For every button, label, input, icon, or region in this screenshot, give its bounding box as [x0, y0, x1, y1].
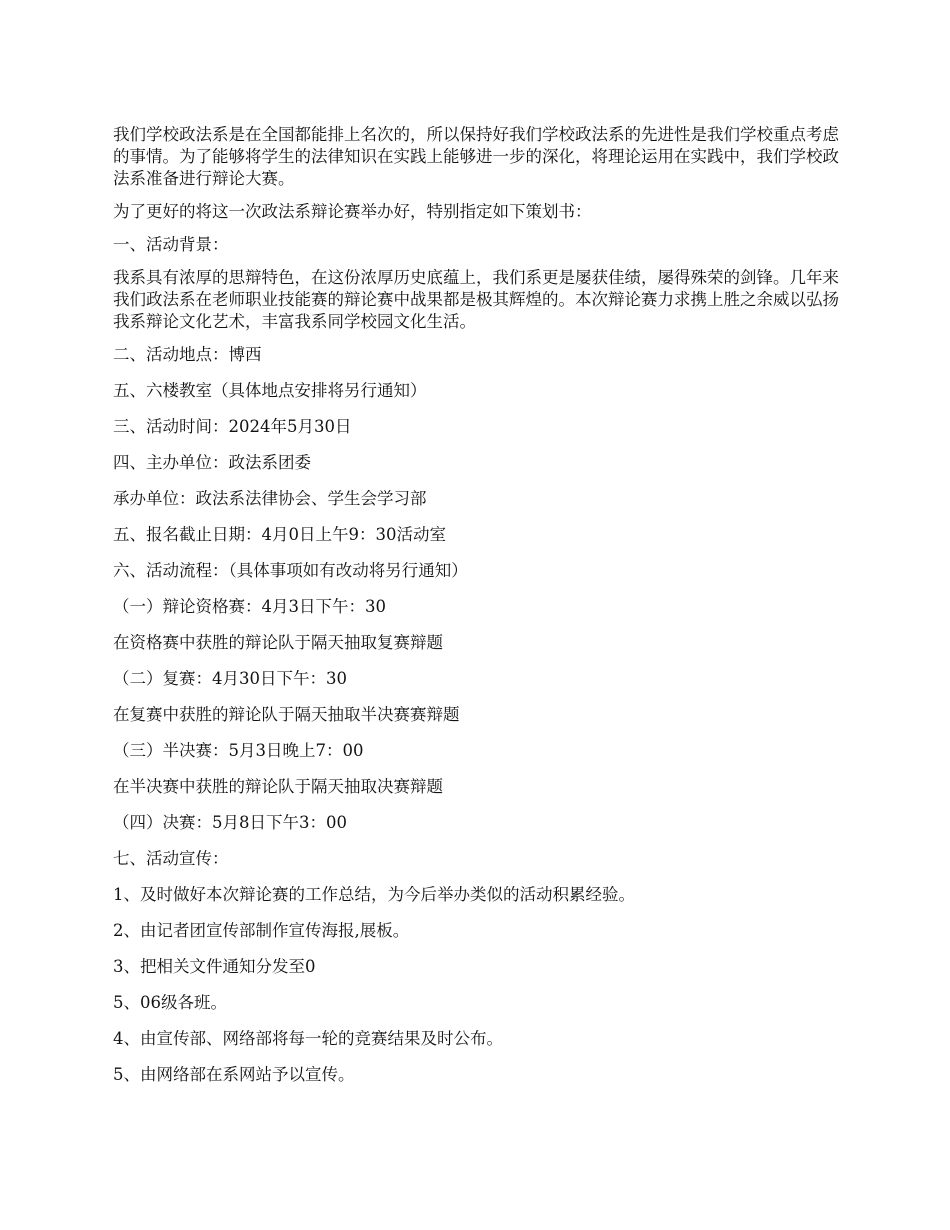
time-line: 三、活动时间：2024年5月30日: [113, 417, 352, 436]
final-line: （四）决赛：5月8日下午3：00: [113, 813, 347, 832]
promotion-item-4: 4、由宣传部、网络部将每一轮的竞赛结果及时公布。: [113, 1029, 503, 1048]
deadline-line: 五、报名截止日期：4月0日上午9：30活动室: [113, 525, 446, 544]
organizer-line: 四、主办单位：政法系团委: [113, 453, 311, 472]
qualifier-line: （一）辩论资格赛：4月3日下午：30: [113, 597, 386, 616]
planning-statement: 为了更好的将这一次政法系辩论赛举办好，特别指定如下策划书：: [113, 202, 592, 221]
promotion-item-1: 1、及时做好本次辩论赛的工作总结，为今后举办类似的活动积累经验。: [113, 885, 635, 904]
second-round-line: （二）复赛：4月30日下午：30: [113, 669, 347, 688]
promotion-heading: 七、活动宣传：: [113, 849, 229, 868]
background-paragraph: 我系具有浓厚的思辩特色，在这份浓厚历史底蕴上，我们系更是屡获佳绩，屡得殊荣的剑锋。几年来我们政法系在老师职业技能赛的辩论赛中战果都是极其辉煌的。本次辩论赛力求携上胜之余威以弘扬我系辩论文化艺术，丰富我系同学校园文化生活。: [113, 268, 839, 331]
second-round-note: 在复赛中获胜的辩论队于隔天抽取半决赛赛辩题: [113, 705, 460, 724]
venue-line: 二、活动地点：博西: [113, 345, 262, 364]
promotion-item-3: 3、把相关文件通知分发至0: [113, 957, 316, 976]
promotion-item-2: 2、由记者团宣传部制作宣传海报,展板。: [113, 921, 410, 940]
intro-paragraph: 我们学校政法系是在全国都能排上名次的，所以保持好我们学校政法系的先进性是我们学校重点考虑的事情。为了能够将学生的法律知识在实践上能够进一步的深化，将理论运用在实践中，我们学校政法系准备进行辩论大赛。: [113, 125, 839, 188]
process-heading: 六、活动流程：（具体事项如有改动将另行通知）: [113, 561, 468, 580]
promotion-item-3-continued: 5、06级各班。: [113, 993, 227, 1012]
co-organizer-line: 承办单位：政法系法律协会、学生会学习部: [113, 489, 427, 508]
venue-detail-line: 五、六楼教室（具体地点安排将另行通知）: [113, 381, 427, 400]
promotion-item-5: 5、由网络部在系网站予以宣传。: [113, 1065, 355, 1084]
qualifier-note: 在资格赛中获胜的辩论队于隔天抽取复赛辩题: [113, 633, 443, 652]
document-body: [113, 124, 839, 1100]
semifinal-note: 在半决赛中获胜的辩论队于隔天抽取决赛辩题: [113, 777, 443, 796]
semifinal-line: （三）半决赛：5月3日晚上7：00: [113, 741, 364, 760]
section-background-heading: 一、活动背景：: [113, 235, 229, 254]
